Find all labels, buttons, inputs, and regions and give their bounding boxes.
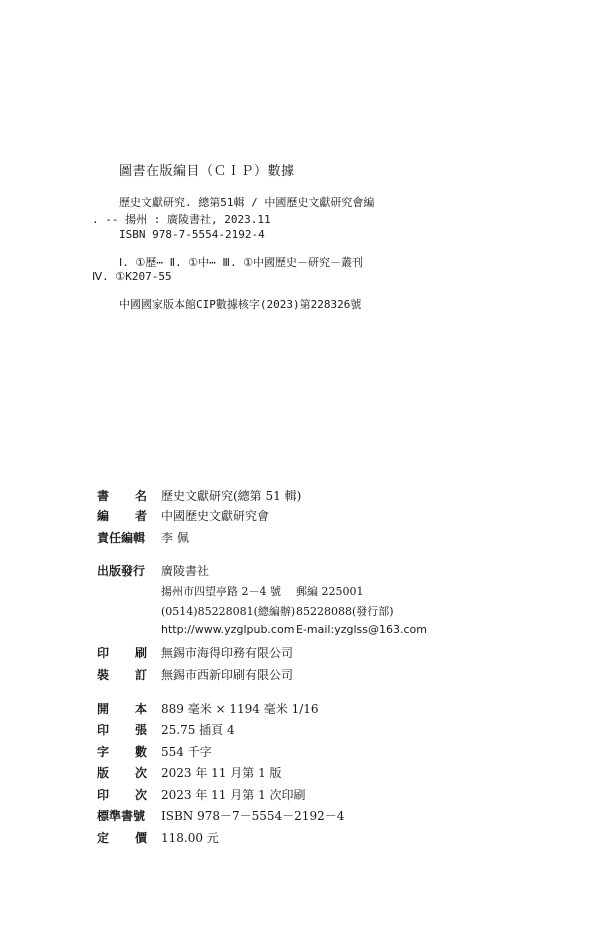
words-label — [97, 743, 174, 760]
edition: 2023 年 11 月第 1 版 — [161, 766, 282, 780]
book-name-label — [97, 487, 174, 504]
isbn-label — [97, 807, 151, 824]
isbn: ISBN 978－7－5554－2192－4 — [161, 809, 345, 823]
edition-label — [97, 764, 174, 781]
label-text: 版次 — [97, 766, 174, 780]
label-text: 編者 — [97, 509, 174, 523]
price-label — [97, 829, 174, 846]
label-text: 印刷 — [97, 646, 174, 660]
publisher: 廣陵書社 — [161, 564, 210, 578]
format-label — [97, 700, 174, 717]
binder: 無錫市西新印刷有限公司 — [161, 668, 294, 682]
publisher-phone-editorial: (0514)85228081(總編辦) — [161, 605, 296, 618]
publisher-address: 揚州市四望亭路 2－4 號 — [161, 585, 281, 598]
cip-line-classification: Ⅳ. ①K207-55 — [92, 270, 172, 283]
label-text: 印張 — [97, 723, 174, 737]
editor-label — [97, 507, 174, 524]
price: 118.00 元 — [161, 831, 219, 845]
label-text: 裝訂 — [97, 668, 174, 682]
label-text: 印次 — [97, 788, 174, 802]
publisher-email: E-mail:yzglss@163.com — [296, 623, 427, 636]
label-text: 開本 — [97, 702, 174, 716]
publisher-phone-distribution: 85228088(發行部) — [296, 605, 394, 618]
book-name: 歷史文獻研究(總第 51 輯) — [161, 489, 302, 503]
printer: 無錫市海得印務有限公司 — [161, 646, 294, 660]
label-text: 書名 — [97, 489, 174, 503]
cip-line-title: 歷史文獻研究. 總第51輯 / 中國歷史文獻研究會編 — [119, 196, 375, 209]
chief-editor: 李 佩 — [161, 531, 189, 545]
publisher-label — [97, 562, 151, 579]
cip-line-publisher: . -- 揚州 : 廣陵書社, 2023.11 — [92, 213, 271, 226]
chief-editor-label — [97, 529, 151, 546]
printing-label — [97, 786, 174, 803]
binder-label — [97, 666, 174, 683]
words: 554 千字 — [161, 745, 212, 759]
format: 889 毫米 × 1194 毫米 1/16 — [161, 702, 319, 716]
publisher-website: http://www.yzglpub.com — [161, 623, 295, 636]
label-text: 出版發行 — [97, 564, 146, 578]
publisher-postcode: 郵編 225001 — [296, 585, 364, 598]
label-text: 字數 — [97, 745, 174, 759]
printing: 2023 年 11 月第 1 次印刷 — [161, 788, 306, 802]
cip-title: 圖書在版編目（ＣＩＰ）數據 — [119, 164, 295, 179]
printer-label — [97, 644, 174, 661]
sheets: 25.75 插頁 4 — [161, 723, 235, 737]
label-text: 標準書號 — [97, 809, 146, 823]
cip-line-subjects: Ⅰ. ①歷⋯ Ⅱ. ①中⋯ Ⅲ. ①中國歷史－研究－叢刊 — [119, 256, 364, 269]
label-text: 責任編輯 — [97, 531, 146, 545]
editor: 中國歷史文獻研究會 — [161, 509, 270, 523]
cip-line-record-number: 中國國家版本館CIP數據核字(2023)第228326號 — [119, 298, 362, 311]
label-text: 定價 — [97, 831, 174, 845]
sheets-label — [97, 721, 174, 738]
cip-line-isbn: ISBN 978-7-5554-2192-4 — [119, 228, 265, 241]
